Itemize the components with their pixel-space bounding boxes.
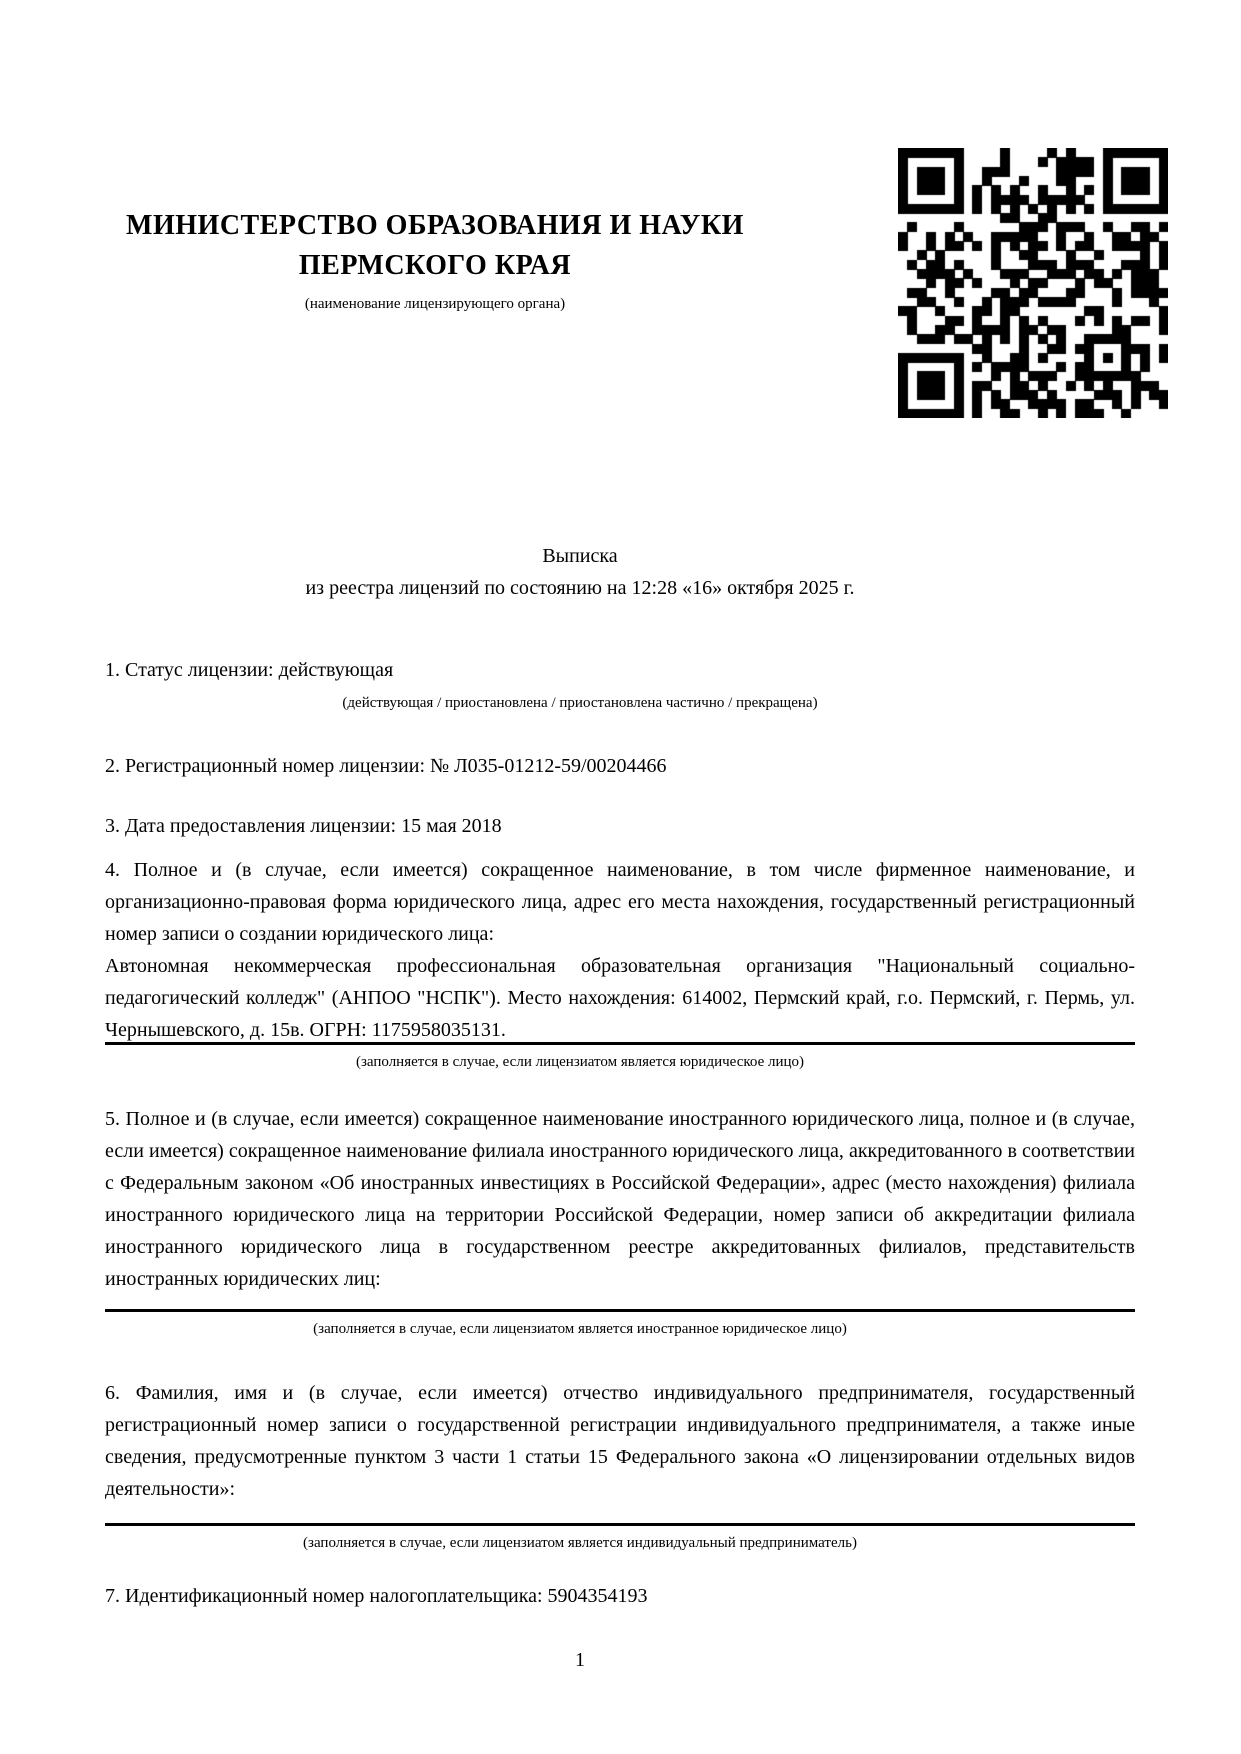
ministry-name-line2: ПЕРМСКОГО КРАЯ (298, 250, 572, 281)
section-license-status-caption: (действующая / приостановлена / приостановлена частично / прекращена) (342, 695, 818, 711)
section-taxpayer-number: 7. Идентификационный номер налогоплательщика: 5904354193 (105, 1585, 648, 1607)
document-title (105, 540, 1055, 604)
fill-in-rule-foreign-entity (105, 1309, 1135, 1312)
ministry-name-line1: МИНИСТЕРСТВО ОБРАЗОВАНИЯ И НАУКИ (126, 210, 744, 241)
licensing-authority-caption: (наименование лицензирующего органа) (304, 296, 566, 312)
section-registration-number: 2. Регистрационный номер лицензии: № Л035-01212-59/00204466 (105, 755, 667, 777)
document-title-line2: из реестра лицензий по состоянию на 12:28 «16» октября 2025 г. (305, 577, 855, 599)
section-grant-date: 3. Дата предоставления лицензии: 15 мая 2018 (105, 815, 502, 837)
page-number: 1 (575, 1649, 585, 1671)
section-foreign-entity-caption: (заполняется в случае, если лицензиатом является иностранное юридическое лицо) (313, 1321, 847, 1337)
section-individual-entrepreneur: 6. Фамилия, имя и (в случае, если имеется) отчество индивидуального предпринимателя, государственный регистрационный номер записи о государственной регистрации индивидуального предпринимателя, а также иные сведения, предусмотренные пунктом 3 части 1 статьи 15 Федерального закона «О лицензировании отдельных видов деятельности»: (105, 1382, 1135, 1500)
document-title-line1: Выписка (542, 545, 618, 567)
section-license-status: 1. Статус лицензии: действующая (105, 659, 394, 681)
section-foreign-entity: 5. Полное и (в случае, если имеется) сокращенное наименование иностранного юридического лица, полное и (в случае, если имеется) сокращенное наименование филиала иностранного юридического лица, аккредитованного в соответствии с Федеральным законом «Об иностранных инвестициях в Российской Федерации», адрес (место нахождения) филиала иностранного юридического лица на территории Российской Федерации, номер записи об аккредитации филиала иностранного юридического лица в государственном реестре аккредитованных филиалов, представительств иностранных юридических лиц: (105, 1108, 1135, 1290)
document-header (105, 130, 1135, 418)
section-legal-entity-label: 4. Полное и (в случае, если имеется) сокращенное наименование, в том числе фирменное наименование, и организационно-правовая форма юридического лица, адрес его места нахождения, государственный регистрационный номер записи о создании юридического лица: (105, 859, 1135, 945)
section-individual-entrepreneur-caption: (заполняется в случае, если лицензиатом является индивидуальный предприниматель) (303, 1535, 857, 1551)
licensing-authority-name (105, 206, 765, 286)
qr-code (898, 148, 1168, 418)
section-legal-entity-caption: (заполняется в случае, если лицензиатом является юридическое лицо) (355, 1054, 805, 1070)
section-legal-entity (105, 854, 1135, 1046)
section-legal-entity-value: Автономная некоммерческая профессиональная образовательная организация "Национальный социально-педагогический колледж" (АНПОО "НСПК"). Место нахождения: 614002, Пермский край, г.о. Пермский, г. Пермь, ул. Чернышевского, д. 15в. ОГРН: 1175958035131. (105, 955, 1135, 1041)
fill-in-rule-individual-entrepreneur (105, 1523, 1135, 1526)
